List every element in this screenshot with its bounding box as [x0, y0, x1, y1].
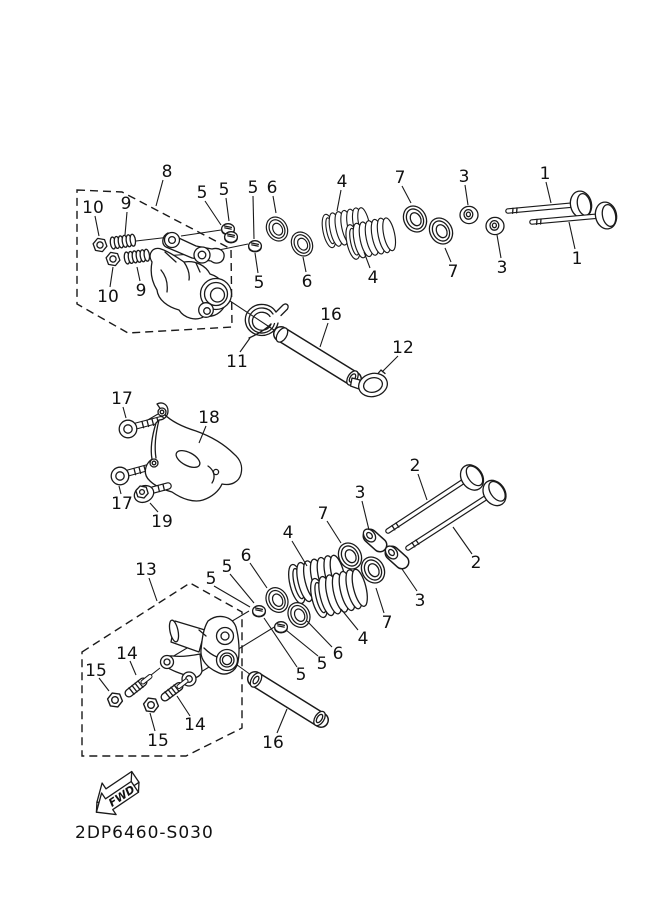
callout-5 — [197, 183, 221, 225]
spring-seat-7-a — [399, 202, 431, 236]
svg-text:8: 8 — [161, 162, 173, 182]
svg-text:15: 15 — [85, 661, 107, 681]
valve-spacer-3-a — [361, 527, 380, 545]
svg-text:6: 6 — [266, 178, 278, 198]
hex-nut-15-b — [143, 697, 160, 712]
callout-9 — [136, 267, 147, 301]
callout-1 — [540, 164, 551, 203]
svg-text:18: 18 — [198, 408, 220, 428]
callout-3 — [355, 483, 369, 530]
svg-text:2: 2 — [470, 553, 482, 573]
callout-10 — [82, 198, 104, 236]
socket-bolt-17-b — [111, 466, 150, 485]
callout-3 — [402, 569, 425, 611]
callout-4 — [364, 252, 378, 288]
svg-text:14: 14 — [116, 644, 138, 664]
rocker-boss-hole — [165, 233, 180, 248]
svg-text:14: 14 — [184, 715, 206, 735]
svg-text:6: 6 — [240, 546, 252, 566]
svg-text:11: 11 — [226, 352, 248, 372]
svg-text:3: 3 — [414, 591, 426, 611]
callout-14 — [116, 644, 138, 675]
svg-text:5: 5 — [205, 569, 217, 589]
adjust-spring-9-a — [110, 234, 137, 249]
svg-text:9: 9 — [135, 281, 147, 301]
svg-text:13: 13 — [135, 560, 157, 580]
svg-text:3: 3 — [354, 483, 366, 503]
upper-rocker-arm-assembly — [150, 233, 231, 319]
svg-text:5: 5 — [196, 183, 208, 203]
callout-5 — [248, 178, 259, 239]
svg-text:5: 5 — [295, 665, 307, 685]
svg-text:3: 3 — [458, 167, 470, 187]
callout-4 — [337, 172, 348, 211]
svg-text:10: 10 — [82, 198, 104, 218]
hex-nut-15-a — [107, 692, 124, 707]
callout-11 — [226, 338, 250, 372]
adjuster-screw-14-b — [165, 681, 186, 698]
svg-text:4: 4 — [357, 629, 369, 649]
svg-text:4: 4 — [336, 172, 348, 192]
callout-1 — [569, 222, 582, 269]
callout-7 — [318, 504, 341, 543]
callout-5 — [286, 630, 327, 674]
retainer-3-b — [486, 217, 504, 234]
svg-text:7: 7 — [381, 613, 393, 633]
svg-text:7: 7 — [394, 168, 406, 188]
fwd-label: FWD — [106, 782, 138, 810]
hex-nut-10-b — [105, 252, 121, 266]
svg-text:10: 10 — [97, 287, 119, 307]
svg-text:9: 9 — [120, 194, 132, 214]
callout-3 — [459, 167, 470, 205]
callout-17 — [111, 389, 133, 418]
callout-5 — [219, 180, 230, 221]
retainer-3-a — [460, 206, 478, 223]
callout-7 — [395, 168, 411, 203]
svg-text:5: 5 — [253, 273, 265, 293]
svg-text:6: 6 — [301, 272, 313, 292]
callout-4 — [283, 523, 307, 566]
svg-text:15: 15 — [147, 731, 169, 751]
svg-text:12: 12 — [392, 338, 414, 358]
svg-text:3: 3 — [496, 258, 508, 278]
callout-3 — [497, 235, 508, 278]
washer-6-b — [287, 228, 317, 259]
svg-text:5: 5 — [316, 654, 328, 674]
callout-8 — [156, 162, 172, 206]
flange-bolt-19 — [132, 483, 168, 506]
callout-15 — [147, 713, 169, 751]
callout-9 — [121, 194, 132, 235]
fwd-arrow — [85, 766, 147, 823]
hex-nut-10-a — [92, 238, 108, 252]
svg-text:17: 17 — [111, 494, 133, 514]
callout-6 — [267, 178, 278, 213]
callout-19 — [150, 503, 173, 532]
rocker-shaft-16-upper — [274, 326, 361, 387]
callout-6 — [241, 546, 267, 588]
svg-text:7: 7 — [317, 504, 329, 524]
svg-text:1: 1 — [571, 249, 583, 269]
callout-2 — [410, 456, 427, 500]
svg-text:1: 1 — [539, 164, 551, 184]
callout-2 — [453, 527, 481, 573]
svg-text:16: 16 — [262, 733, 284, 753]
lower-rocker-arm-assembly — [161, 616, 240, 686]
locknut-5-c — [249, 241, 262, 252]
svg-text:5: 5 — [221, 557, 233, 577]
locknut-5-d — [253, 606, 266, 617]
svg-text:4: 4 — [282, 523, 294, 543]
svg-text:5: 5 — [247, 178, 259, 198]
svg-text:5: 5 — [218, 180, 230, 200]
locknut-5-e — [275, 622, 288, 633]
callout-13 — [135, 560, 157, 601]
svg-text:16: 16 — [320, 305, 342, 325]
callout-4 — [341, 609, 368, 649]
valve-2-a — [388, 460, 488, 531]
callout-16 — [320, 305, 342, 347]
svg-text:7: 7 — [447, 262, 459, 282]
callout-10 — [97, 267, 119, 307]
callout-17 — [111, 486, 133, 514]
callout-14 — [177, 696, 206, 735]
callout-7 — [445, 248, 458, 282]
svg-text:6: 6 — [332, 644, 344, 664]
svg-text:17: 17 — [111, 389, 133, 409]
drawing-number: 2DP6460-S030 — [75, 823, 214, 843]
washer-6-a — [262, 213, 292, 244]
callout-12 — [382, 338, 414, 372]
svg-text:19: 19 — [151, 512, 173, 532]
rocker-shaft-16-lower — [248, 671, 328, 728]
svg-text:4: 4 — [367, 268, 379, 288]
adjust-spring-9-b — [124, 249, 151, 264]
callout-15 — [85, 661, 109, 691]
locknut-5-b — [225, 232, 238, 243]
callout-6 — [302, 257, 313, 292]
adjuster-screw-14-a — [129, 677, 150, 695]
svg-text:2: 2 — [409, 456, 421, 476]
spring-seat-7-b — [425, 214, 457, 248]
callout-5 — [254, 253, 265, 293]
callout-16 — [262, 709, 287, 753]
callout-7 — [376, 588, 392, 633]
